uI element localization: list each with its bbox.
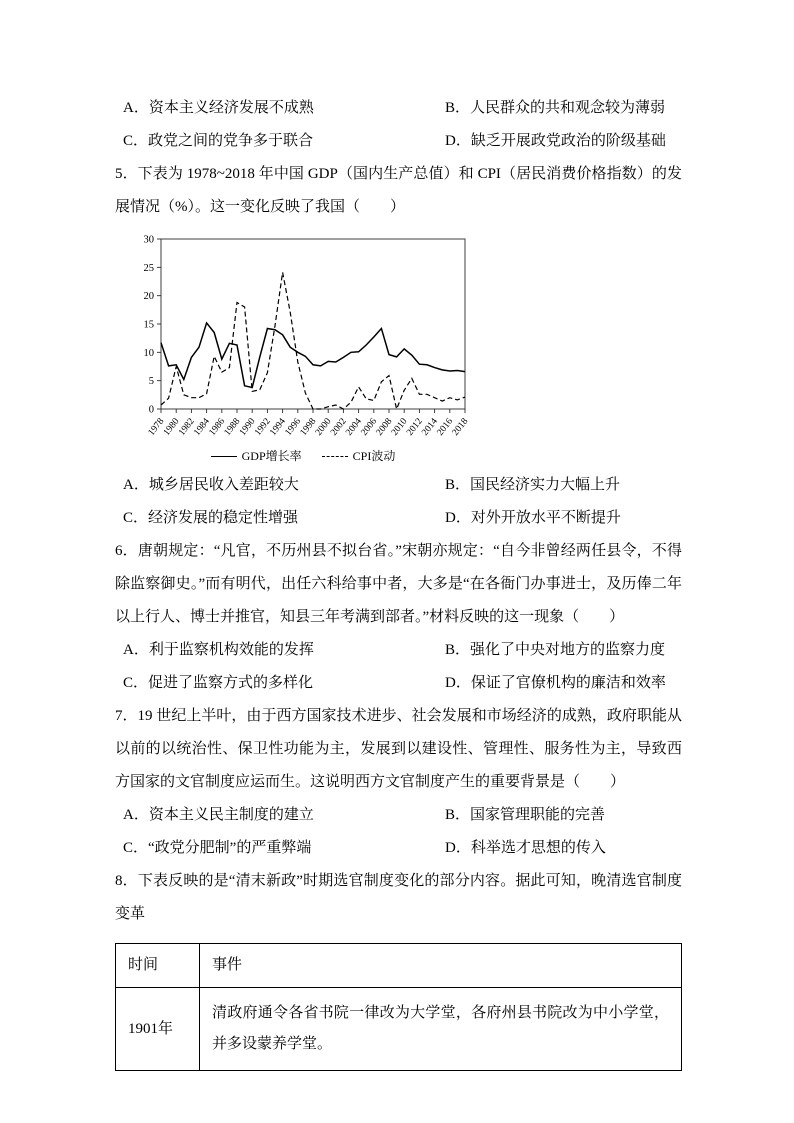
q4-option-c: C．政党之间的党争多于联合 <box>123 133 314 149</box>
svg-text:1996: 1996 <box>283 416 304 438</box>
q8-table <box>115 943 682 1071</box>
svg-text:2016: 2016 <box>435 416 456 438</box>
q7-option-a: A．资本主义民主制度的建立 <box>123 807 314 823</box>
q6-options-row-1 <box>115 634 682 667</box>
legend-cpi <box>322 447 396 465</box>
q8-table-cell-time: 1901年 <box>116 988 200 1071</box>
svg-text:2008: 2008 <box>374 416 395 438</box>
q8-table-header-time: 时间 <box>116 944 200 988</box>
legend-gdp <box>211 447 302 465</box>
svg-text:1990: 1990 <box>237 416 258 438</box>
question-6-stem: 6．唐朝规定：“凡官，不历州县不拟台省。”宋朝亦规定：“自今非曾经两任县令，不得除监察御史。”而有明代，出任六科给事中者，大多是“在各衙门办事进士，及历俸二年以上行人、博士并推官，知县三年考满到部者。”材料反映的这一现象（ ） <box>115 543 682 625</box>
svg-text:0: 0 <box>148 404 154 416</box>
q5-options-row-2 <box>115 502 682 535</box>
gdp-cpi-chart-svg <box>133 229 473 447</box>
question-5-stem: 5．下表为 1978~2018 年中国 GDP（国内生产总值）和 CPI（居民消费价格指数）的发展情况（%）。这一变化反映了我国（ ） <box>115 166 682 215</box>
svg-text:2014: 2014 <box>420 416 440 438</box>
gdp-cpi-chart <box>133 229 473 465</box>
q4-options-row-1 <box>115 92 682 125</box>
svg-text:2002: 2002 <box>329 416 349 438</box>
svg-text:1984: 1984 <box>192 416 212 438</box>
q8-table-row-1901 <box>116 988 682 1071</box>
q4-option-d: D．缺乏开展政党政治的阶级基础 <box>445 133 666 149</box>
q5-option-b: B．国民经济实力大幅上升 <box>445 477 621 493</box>
q8-table-cell-event: 清政府通令各省书院一律改为大学堂，各府州县书院改为中小学堂，并多设蒙养学堂。 <box>200 988 682 1071</box>
svg-text:2018: 2018 <box>450 416 471 438</box>
svg-text:30: 30 <box>143 234 154 246</box>
cpi-dashed-line-icon <box>322 456 348 457</box>
svg-text:1986: 1986 <box>207 416 228 438</box>
svg-text:10: 10 <box>143 347 154 359</box>
q4-option-a: A．资本主义经济发展不成熟 <box>123 100 314 116</box>
q5-option-d: D．对外开放水平不断提升 <box>445 510 621 526</box>
q6-option-b: B．强化了中央对地方的监察力度 <box>445 642 666 658</box>
q4-option-b: B．人民群众的共和观念较为薄弱 <box>445 100 666 116</box>
q7-options-row-1 <box>115 799 682 832</box>
q7-option-d: D．科举选才思想的传入 <box>445 840 606 856</box>
q7-option-c: C．“政党分肥制”的严重弊端 <box>123 840 312 856</box>
q5-option-a: A．城乡居民收入差距较大 <box>123 477 299 493</box>
svg-text:25: 25 <box>143 262 154 274</box>
chart-legend <box>133 447 473 465</box>
q5-option-c: C．经济发展的稳定性增强 <box>123 510 299 526</box>
q6-option-a: A．利于监察机构效能的发挥 <box>123 642 314 658</box>
svg-text:1998: 1998 <box>298 416 319 438</box>
q7-options-row-2 <box>115 832 682 865</box>
svg-text:5: 5 <box>148 376 154 388</box>
svg-text:2012: 2012 <box>405 416 425 438</box>
gdp-solid-line-icon <box>211 456 237 457</box>
svg-text:1988: 1988 <box>222 416 243 438</box>
svg-text:1982: 1982 <box>177 416 197 438</box>
svg-text:1980: 1980 <box>161 416 182 438</box>
question-7-stem: 7．19 世纪上半叶，由于西方国家技术进步、社会发展和市场经济的成熟，政府职能从以前的以统治性、保卫性功能为主，发展到以建设性、管理性、服务性为主，导致西方国家的文官制度应运而生。这说明西方文官制度产生的重要背景是（ ） <box>115 708 682 790</box>
legend-cpi-label: CPI波动 <box>352 449 396 463</box>
svg-text:20: 20 <box>143 291 154 303</box>
svg-text:2000: 2000 <box>313 416 334 438</box>
svg-text:15: 15 <box>143 319 154 331</box>
q7-option-b: B．国家管理职能的完善 <box>445 807 606 823</box>
q8-table-header-row <box>116 944 682 988</box>
q5-options-row-1 <box>115 469 682 502</box>
q4-options-row-2 <box>115 125 682 158</box>
q8-table-header-event: 事件 <box>200 944 682 988</box>
question-8-stem: 8．下表反映的是“清末新政”时期选官制度变化的部分内容。据此可知，晚清选官制度变革 <box>115 873 682 922</box>
svg-text:1994: 1994 <box>268 416 288 438</box>
q6-option-d: D．保证了官僚机构的廉洁和效率 <box>445 675 666 691</box>
svg-text:2010: 2010 <box>389 416 410 438</box>
legend-gdp-label: GDP增长率 <box>241 449 302 463</box>
svg-text:1992: 1992 <box>253 416 273 438</box>
svg-text:2004: 2004 <box>344 416 364 438</box>
svg-text:2006: 2006 <box>359 416 380 438</box>
q6-options-row-2 <box>115 667 682 700</box>
svg-text:1978: 1978 <box>146 416 167 438</box>
q6-option-c: C．促进了监察方式的多样化 <box>123 675 314 691</box>
